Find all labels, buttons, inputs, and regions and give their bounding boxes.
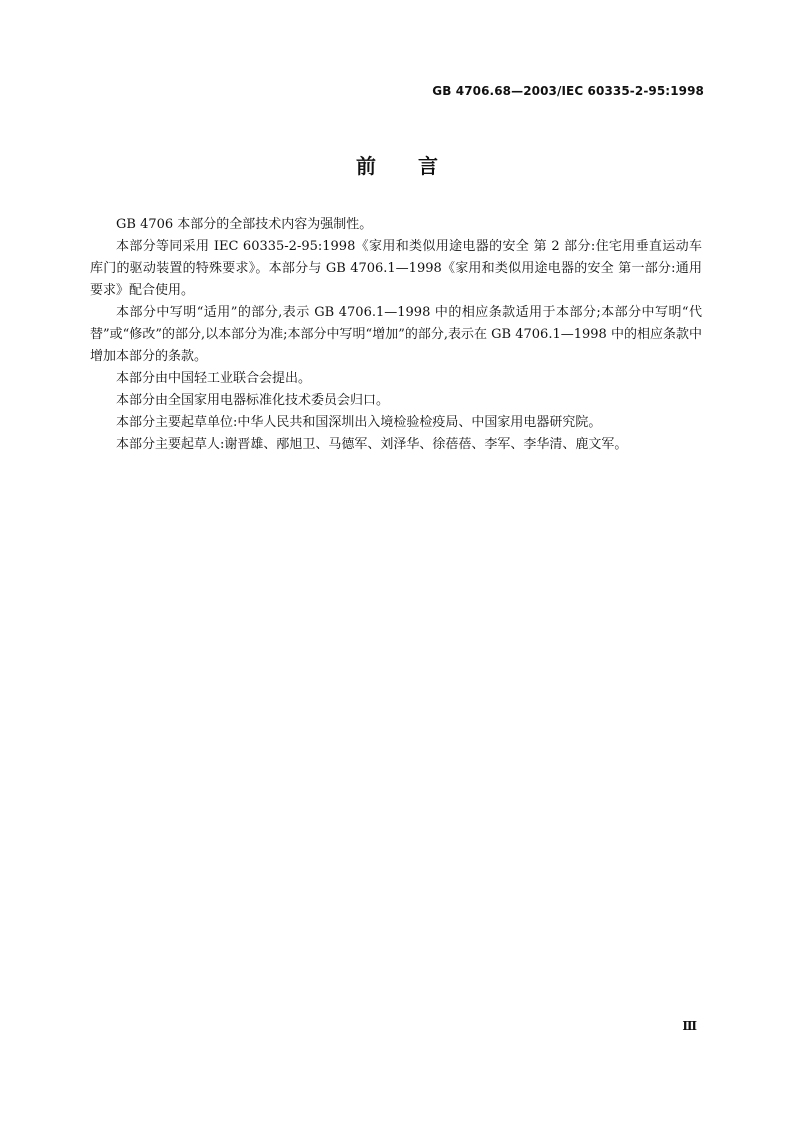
paragraph-mandatory: GB 4706 本部分的全部技术内容为强制性。	[116, 217, 373, 232]
foreword-body	[90, 214, 702, 456]
page-title	[0, 152, 794, 180]
standard-number: GB 4706.68—2003/IEC 60335-2-95:1998	[432, 84, 704, 98]
paragraph-proposer: 本部分由中国轻工业联合会提出。	[116, 371, 312, 386]
paragraph-committee: 本部分由全国家用电器标准化技术委员会归口。	[116, 393, 390, 408]
page-title-char-1: 前	[356, 154, 376, 178]
page-number: Ⅲ	[682, 1019, 697, 1033]
paragraph-drafting-units: 本部分主要起草单位:中华人民共和国深圳出入境检验检疫局、中国家用电器研究院。	[116, 415, 602, 430]
paragraph-drafters: 本部分主要起草人:谢晋雄、邴旭卫、马德军、刘泽华、徐蓓蓓、李军、李华清、鹿文军。	[116, 437, 628, 452]
paragraph-applicability: 本部分中写明“适用”的部分,表示 GB 4706.1—1998 中的相应条款适用于本部分;本部分中写明“代替”或“修改”的部分,以本部分为准;本部分中写明“增加”的部分,表示在 GB 4706.1—1998 中的相应条款中增加本部分的条款。	[90, 305, 702, 364]
page-title-char-2: 言	[418, 154, 438, 178]
paragraph-adoption: 本部分等同采用 IEC 60335-2-95:1998《家用和类似用途电器的安全 第 2 部分:住宅用垂直运动车库门的驱动装置的特殊要求》。本部分与 GB 4706.1—1998《家用和类似用途电器的安全 第一部分:通用要求》配合使用。	[90, 239, 702, 298]
